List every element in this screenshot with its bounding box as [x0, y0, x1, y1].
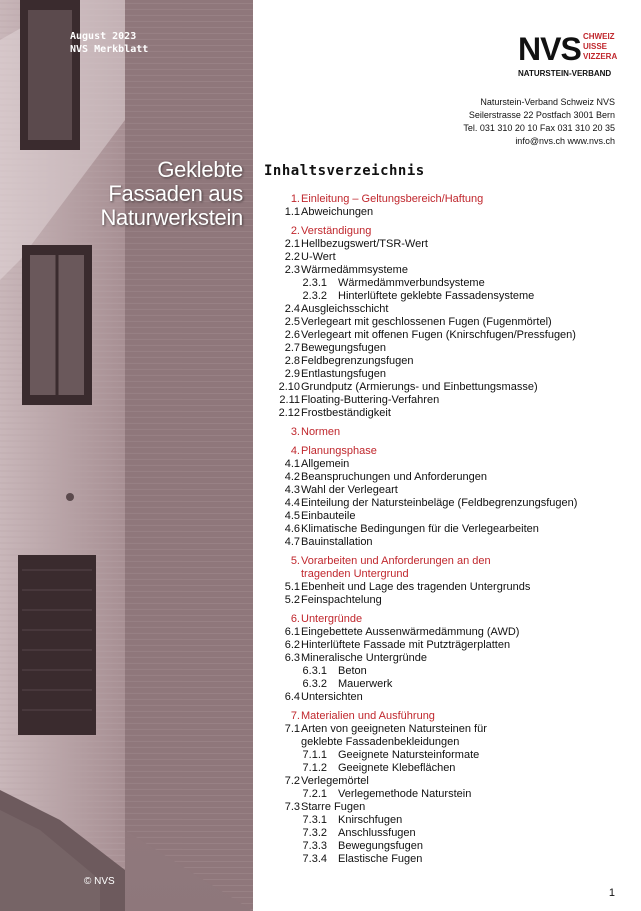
toc-label: Hellbezugswert/TSR-Wert	[301, 238, 428, 250]
address-line: Tel. 031 310 20 10 Fax 031 310 20 35	[463, 123, 615, 133]
toc-entry[interactable]	[262, 639, 632, 652]
address-line: Seilerstrasse 22 Postfach 3001 Bern	[468, 110, 615, 120]
toc-entry[interactable]	[262, 355, 632, 368]
toc-label: Einteilung der Natursteinbeläge (Feldbegrenzungsfugen)	[301, 497, 578, 509]
toc-number: 7.1	[284, 723, 300, 735]
toc-number: 4.5	[284, 510, 300, 522]
toc-number: 6.3.2	[302, 678, 327, 690]
toc-entry[interactable]	[262, 510, 632, 523]
toc-number: 1.1	[284, 206, 300, 218]
toc-number: 7.2.1	[302, 788, 327, 800]
toc-label: Normen	[301, 426, 341, 438]
logo-lang: UISSE	[583, 42, 608, 51]
toc-entry[interactable]	[262, 626, 632, 639]
toc-entry[interactable]	[262, 665, 632, 678]
toc-label: Klimatische Bedingungen für die Verlegearbeiten	[301, 523, 539, 535]
toc-label: Floating-Buttering-Verfahren	[301, 394, 440, 406]
toc-number: 2.10	[278, 381, 300, 393]
toc-label: Feldbegrenzungsfugen	[301, 355, 414, 367]
logo-org: NATURSTEIN-VERBAND	[518, 69, 612, 78]
title-line: Naturwerkstein	[100, 205, 243, 230]
toc-entry[interactable]	[262, 193, 632, 206]
toc-entry[interactable]	[262, 290, 632, 303]
toc-number: 7.3.3	[302, 840, 327, 852]
toc-entry[interactable]	[262, 277, 632, 290]
toc-label: Bauinstallation	[301, 536, 373, 548]
toc-label: Mineralische Untergründe	[301, 652, 427, 664]
page-number: 1	[608, 887, 615, 899]
toc-number: 2.2	[284, 251, 300, 263]
logo-languages	[583, 32, 617, 62]
facade-illustration	[0, 0, 253, 911]
toc-number: 7.1.2	[302, 762, 327, 774]
toc-number: 2.6	[284, 329, 300, 341]
toc-entry[interactable]	[262, 303, 632, 316]
toc-number: 2.3.1	[302, 277, 327, 289]
toc-number: 5.1	[284, 581, 300, 593]
toc-number: 6.4	[284, 691, 300, 703]
toc-entry[interactable]	[262, 251, 632, 264]
toc-number: 2.5	[284, 316, 300, 328]
toc-entry[interactable]	[262, 407, 632, 420]
toc-label: Allgemein	[301, 458, 350, 470]
toc-number: 6.3.1	[302, 665, 327, 677]
table-of-contents	[262, 193, 632, 866]
toc-entry[interactable]	[262, 206, 632, 219]
toc-number: 2.1	[284, 238, 300, 250]
toc-entry[interactable]	[262, 678, 632, 691]
cover-date: August 2023	[70, 31, 137, 42]
toc-label: Eingebettete Aussenwärmedämmung (AWD)	[301, 626, 520, 638]
cover-photo	[0, 0, 253, 911]
toc-heading: Inhaltsverzeichnis	[264, 163, 425, 179]
toc-label: Elastische Fugen	[338, 853, 423, 865]
toc-number: 7.3.4	[302, 853, 327, 865]
toc-number: 7.3	[284, 801, 300, 813]
toc-label: Ebenheit und Lage des tragenden Untergrunds	[301, 581, 531, 593]
toc-label: Einleitung – Geltungsbereich/Haftung	[301, 193, 484, 205]
toc-label: Planungsphase	[301, 445, 377, 457]
toc-number: 5.	[290, 555, 300, 567]
toc-entry[interactable]	[262, 445, 632, 458]
toc-entry[interactable]	[262, 736, 632, 749]
toc-number: 2.9	[284, 368, 300, 380]
toc-entry[interactable]	[262, 238, 632, 251]
toc-entry[interactable]	[262, 484, 632, 497]
toc-label: Verlegemethode Naturstein	[338, 788, 472, 800]
address-line[interactable]: info@nvs.ch www.nvs.ch	[515, 136, 615, 146]
toc-number: 2.	[290, 225, 300, 237]
toc-label: Hinterlüftete geklebte Fassadensysteme	[338, 290, 535, 302]
toc-label: Feinspachtelung	[301, 594, 382, 606]
toc-number: 2.8	[284, 355, 300, 367]
toc-entry[interactable]	[262, 368, 632, 381]
toc-label: Frostbeständigkeit	[301, 407, 391, 419]
toc-entry[interactable]	[262, 381, 632, 394]
logo-lang: CHWEIZ	[583, 32, 615, 41]
toc-label: Einbauteile	[301, 510, 356, 522]
toc-number: 7.3.1	[302, 814, 327, 826]
toc-entry[interactable]	[262, 749, 632, 762]
toc-label: Hinterlüftete Fassade mit Putzträgerplatten	[301, 639, 511, 651]
toc-entry[interactable]	[262, 710, 632, 723]
toc-label: Entlastungsfugen	[301, 368, 387, 380]
toc-label: Grundputz (Armierungs- und Einbettungsmasse)	[301, 381, 538, 393]
toc-label: Geeignete Natursteinformate	[338, 749, 480, 761]
toc-number: 7.1.1	[302, 749, 327, 761]
toc-entry[interactable]	[262, 652, 632, 665]
toc-entry[interactable]	[262, 523, 632, 536]
toc-number: 6.1	[284, 626, 300, 638]
toc-number: 2.3	[284, 264, 300, 276]
toc-entry[interactable]	[262, 762, 632, 775]
toc-label: U-Wert	[301, 251, 336, 263]
nvs-logo	[518, 32, 618, 80]
toc-entry[interactable]	[262, 342, 632, 355]
logo-mark: NVS	[518, 31, 581, 67]
toc-entry[interactable]	[262, 814, 632, 827]
toc-number: 7.2	[284, 775, 300, 787]
toc-label: Materialien und Ausführung	[301, 710, 435, 722]
toc-entry[interactable]	[262, 316, 632, 329]
toc-number: 4.1	[284, 458, 300, 470]
toc-number: 6.2	[284, 639, 300, 651]
toc-label: Verlegeart mit geschlossenen Fugen (Fugenmörtel)	[301, 316, 552, 328]
toc-number: 4.3	[284, 484, 300, 496]
toc-label: Vorarbeiten und Anforderungen an den	[301, 555, 491, 567]
toc-label: Bewegungsfugen	[301, 342, 387, 354]
toc-label: Wärmedämmverbundsysteme	[338, 277, 485, 289]
toc-entry[interactable]	[262, 497, 632, 510]
toc-entry[interactable]	[262, 594, 632, 607]
toc-number: 7.	[290, 710, 300, 722]
toc-label: Beanspruchungen und Anforderungen	[301, 471, 487, 483]
cover-series: NVS Merkblatt	[70, 44, 149, 55]
title-line: Geklebte	[157, 157, 243, 182]
toc-label: Verlegemörtel	[301, 775, 369, 787]
toc-label: Geeignete Klebeflächen	[338, 762, 456, 774]
toc-label: Wahl der Verlegeart	[301, 484, 398, 496]
toc-entry[interactable]	[262, 458, 632, 471]
toc-label: Verständigung	[301, 225, 372, 237]
toc-number: 2.11	[279, 394, 300, 406]
toc-number: 4.6	[284, 523, 300, 535]
toc-entry[interactable]	[262, 613, 632, 626]
toc-number: 1.	[290, 193, 300, 205]
toc-label: tragenden Untergrund	[301, 568, 409, 580]
toc-label: Untergründe	[301, 613, 363, 625]
toc-number: 4.4	[284, 497, 300, 509]
toc-number: 5.2	[284, 594, 300, 606]
toc-label: Verlegeart mit offenen Fugen (Knirschfugen/Pressfugen)	[301, 329, 576, 341]
toc-number: 2.7	[284, 342, 300, 354]
toc-label: Ausgleichsschicht	[301, 303, 389, 315]
toc-label: Untersichten	[301, 691, 363, 703]
toc-label: Beton	[338, 665, 367, 677]
toc-number: 6.3	[284, 652, 300, 664]
title-line: Fassaden aus	[108, 181, 243, 206]
toc-entry[interactable]	[262, 568, 632, 581]
toc-label: Knirschfugen	[338, 814, 403, 826]
toc-entry[interactable]	[262, 394, 632, 407]
toc-label: Anschlussfugen	[338, 827, 416, 839]
document-title	[100, 158, 243, 230]
toc-number: 2.4	[284, 303, 300, 315]
copyright: © NVS	[84, 876, 115, 887]
toc-entry[interactable]	[262, 264, 632, 277]
toc-entry[interactable]	[262, 775, 632, 788]
toc-entry[interactable]	[262, 225, 632, 238]
cover-meta	[70, 30, 148, 56]
toc-entry[interactable]	[262, 801, 632, 814]
toc-label: Mauerwerk	[338, 678, 393, 690]
toc-label: Wärmedämmsysteme	[301, 264, 408, 276]
toc-entry[interactable]	[262, 827, 632, 840]
toc-number: 7.3.2	[302, 827, 327, 839]
toc-entry[interactable]	[262, 329, 632, 342]
toc-number: 2.3.2	[302, 290, 327, 302]
toc-number: 4.2	[284, 471, 300, 483]
toc-entry[interactable]	[262, 723, 632, 736]
address-line: Naturstein-Verband Schweiz NVS	[480, 97, 615, 107]
address-block	[463, 96, 615, 148]
toc-number: 4.	[290, 445, 300, 457]
toc-entry[interactable]	[262, 853, 632, 866]
toc-entry[interactable]	[262, 691, 632, 704]
logo-lang: VIZZERA	[583, 52, 618, 61]
toc-entry[interactable]	[262, 426, 632, 439]
toc-entry[interactable]	[262, 581, 632, 594]
toc-label: Starre Fugen	[301, 801, 366, 813]
toc-entry[interactable]	[262, 788, 632, 801]
toc-entry[interactable]	[262, 840, 632, 853]
toc-label: geklebte Fassadenbekleidungen	[301, 736, 460, 748]
toc-label: Arten von geeigneten Natursteinen für	[301, 723, 487, 735]
toc-entry[interactable]	[262, 555, 632, 568]
toc-label: Bewegungsfugen	[338, 840, 424, 852]
toc-number: 2.12	[278, 407, 300, 419]
toc-number: 4.7	[284, 536, 300, 548]
toc-entry[interactable]	[262, 536, 632, 549]
toc-entry[interactable]	[262, 471, 632, 484]
toc-label: Abweichungen	[301, 206, 374, 218]
toc-number: 3.	[290, 426, 300, 438]
toc-number: 6.	[290, 613, 300, 625]
